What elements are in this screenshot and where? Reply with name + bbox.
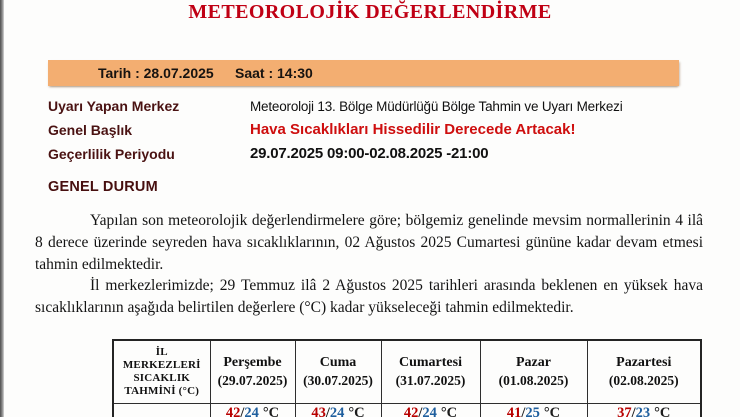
label-validity-period: Geçerlilik Periyodu [48, 146, 175, 162]
high-temp: 41 [506, 405, 522, 417]
temp-cell-friday [295, 404, 381, 417]
day-date: (29.07.2025) [217, 373, 288, 388]
label-general-headline: Genel Başlık [48, 122, 133, 138]
day-header-thursday [210, 340, 295, 404]
temp-separator: / [521, 405, 526, 417]
high-temp: 42 [403, 405, 419, 417]
day-header-sunday [480, 340, 587, 404]
date-time-bar [48, 60, 679, 86]
corner-header-cell [113, 340, 210, 404]
high-temp: 37 [617, 405, 632, 417]
temp-separator: / [418, 405, 423, 417]
temp-separator: / [325, 405, 330, 417]
temp-cell-monday [587, 404, 701, 417]
corner-header-line: İL [155, 346, 168, 358]
value-warning-center: Meteoroloji 13. Bölge Müdürlüğü Bölge Tahmin ve Uyarı Merkezi [250, 99, 623, 114]
forecast-data-row [113, 404, 701, 417]
corner-header-line: MERKEZLERİ [122, 359, 201, 371]
corner-header-line: TAHMİNİ (°C) [124, 385, 200, 397]
temp-unit: °C [262, 405, 280, 417]
value-validity-period: 29.07.2025 09:00-02.08.2025 -21:00 [250, 145, 489, 162]
temp-separator: / [240, 405, 245, 417]
low-temp: 23 [635, 405, 651, 417]
city-name-cell [113, 404, 210, 417]
corner-header-line: SICAKLIK [133, 372, 191, 384]
document-title: METEOROLOJİK DEĞERLENDİRME [188, 1, 552, 23]
temp-separator: / [631, 405, 636, 417]
day-name: Cuma [319, 355, 357, 370]
high-temp: 43 [311, 405, 326, 417]
temperature-forecast-table [112, 339, 702, 417]
temp-unit: °C [543, 405, 561, 417]
day-header-friday [295, 340, 381, 404]
temp-cell-thursday [210, 404, 295, 417]
low-temp: 25 [525, 405, 540, 417]
day-date: (01.08.2025) [498, 373, 569, 388]
temp-cell-sunday [480, 404, 587, 417]
date-label: Tarih : 28.07.2025 [98, 65, 214, 81]
temp-cell-saturday [381, 404, 480, 417]
day-name: Pazar [516, 355, 551, 370]
day-name: Cumartesi [399, 355, 462, 370]
temp-unit: °C [440, 405, 458, 417]
scan-edge-artifact [0, 0, 4, 417]
temp-unit: °C [654, 405, 671, 417]
low-temp: 24 [422, 405, 437, 417]
value-general-headline: Hava Sıcaklıkları Hissedilir Derecede Artacak! [250, 121, 576, 138]
section-heading-general-situation: GENEL DURUM [48, 179, 158, 195]
day-date: (30.07.2025) [303, 373, 373, 388]
high-temp: 42 [225, 405, 241, 417]
paragraph-general-situation-2: İl merkezlerimizde; 29 Temmuz ilâ 2 Ağustos 2025 tarihleri arasında beklenen en yüksek hava sıcaklıklarının aşağıda belirtilen değerlere (°C) kadar yükseleceği tahmin edilmektedir. [35, 277, 703, 316]
forecast-header-row [113, 340, 701, 404]
day-header-saturday [381, 340, 480, 404]
day-header-monday [587, 340, 701, 404]
day-date: (31.07.2025) [395, 373, 466, 388]
day-date: (02.08.2025) [608, 373, 679, 388]
day-name: Perşembe [223, 355, 282, 370]
day-name: Pazartesi [616, 355, 672, 370]
low-temp: 24 [329, 405, 345, 417]
label-warning-center: Uyarı Yapan Merkez [48, 98, 180, 114]
time-label: Saat : 14:30 [235, 65, 313, 81]
temp-unit: °C [348, 405, 365, 417]
low-temp: 24 [244, 405, 259, 417]
paragraph-general-situation-1: Yapılan son meteorolojik değerlendirmelere göre; bölgemiz genelinde mevsim normallerinin 4 ilâ 8 derece üzerinde seyreden hava sıcaklıklarının, 02 Ağustos 2025 Cumartesi gününe kadar devam etmesi tahmin edilmektedir. [35, 212, 703, 273]
